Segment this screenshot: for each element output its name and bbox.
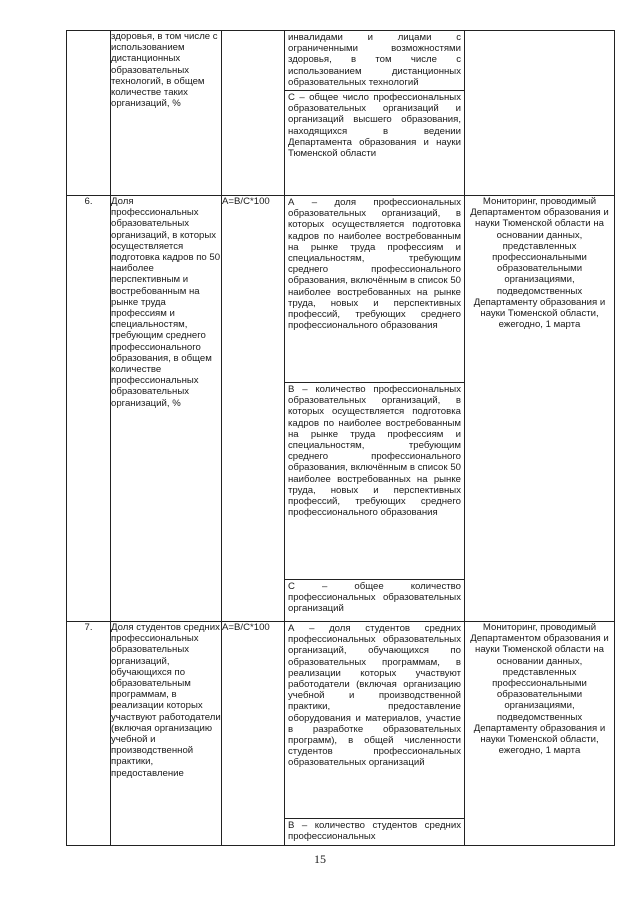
definition-item: В – количество профессиональных образовательных организаций, в которых осуществляется подготовка кадров по наиболее востребованным на рынке труда профессиям и специальностям, требующим среднего профессионального образования, включённым в список 50 наиболее востребованных на рынке труда, новых и перспективных профессий, требующих среднего профессионального образования bbox=[285, 382, 464, 579]
indicator-name: Доля профессиональных образовательных организаций, в которых осуществляется подготовка кадров по 50 наиболее перспективным и востребованным на рынке труда профессиям и специальностям, требующим среднего профессионального образования, в общем количестве профессиональных образовательных организаций, % bbox=[111, 196, 222, 622]
definition-item: С – общее число профессиональных образовательных организаций и организаций высшего образования, находящихся в ведении Департамента образования и науки Тюменской области bbox=[285, 90, 464, 187]
definition-item: А – доля профессиональных образовательных организаций, в которых осуществляется подготовка кадров по наиболее востребованным на рынке труда профессиям и специальностям, требующим среднего профессионального образования, включённым в список 50 наиболее востребованных на рынке труда, новых и перспективных профессий, требующих среднего профессионального образования bbox=[288, 197, 461, 332]
table-row bbox=[67, 31, 615, 196]
data-source: Мониторинг, проводимый Департаментом образования и науки Тюменской области на основании данных, представленных профессиональными образовательными организациями, подведомственных Департаменту образования и науки Тюменской области, ежегодно, 1 марта bbox=[465, 196, 615, 622]
table-row bbox=[67, 196, 615, 622]
definition-item: С – общее количество профессиональных образовательных организаций bbox=[285, 579, 464, 616]
indicators-table bbox=[66, 30, 615, 846]
data-source bbox=[465, 31, 615, 196]
definition-item: А – доля студентов средних профессиональных образовательных организаций, обучающихся по образовательных программам, в реализации которых участвуют работодатели (включая организацию учебной и производственной практики, предоставление оборудования и материалов, участие в разработке образовательных программ), в общей численности студентов профессиональных образовательных организаций bbox=[288, 623, 461, 769]
formula bbox=[222, 31, 285, 196]
data-source: Мониторинг, проводимый Департаментом образования и науки Тюменской области на основании данных, представленных профессиональными образовательными организациями, подведомственных Департаменту образования и науки Тюменской области, ежегодно, 1 марта bbox=[465, 622, 615, 846]
formula: А=В/С*100 bbox=[222, 196, 285, 622]
definitions-cell bbox=[285, 622, 465, 846]
indicator-name: здоровья, в том числе с использованием дистанционных образовательных технологий, в общем количестве таких организаций, % bbox=[111, 31, 222, 196]
row-number: 7. bbox=[67, 622, 111, 846]
row-number bbox=[67, 31, 111, 196]
definition-item: инвалидами и лицами с ограниченными возможностями здоровья, в том числе с использованием дистанционных образовательных технологий bbox=[288, 32, 461, 88]
definitions-cell bbox=[285, 31, 465, 196]
definition-item: В – количество студентов средних профессиональных bbox=[285, 818, 464, 843]
page-number: 15 bbox=[314, 852, 326, 866]
definitions-cell bbox=[285, 196, 465, 622]
formula: А=В/С*100 bbox=[222, 622, 285, 846]
indicator-name: Доля студентов средних профессиональных образовательных организаций, обучающихся по образовательным программам, в реализации которых участвуют работодатели (включая организацию учебной и производственной практики, предоставление bbox=[111, 622, 222, 846]
row-number: 6. bbox=[67, 196, 111, 622]
table-row bbox=[67, 622, 615, 846]
